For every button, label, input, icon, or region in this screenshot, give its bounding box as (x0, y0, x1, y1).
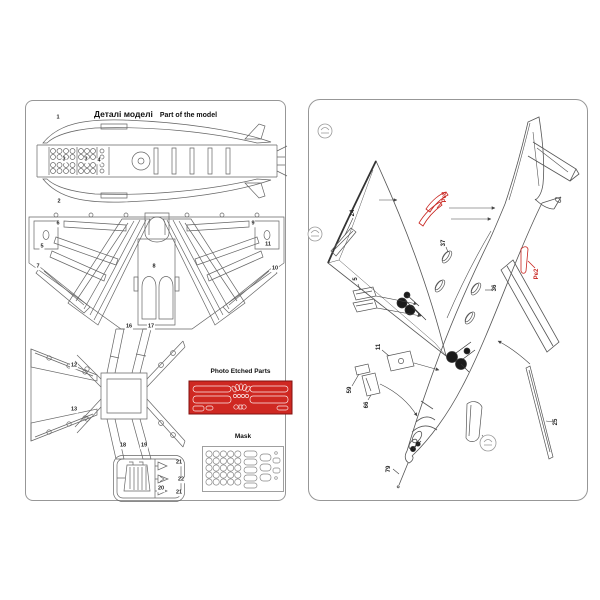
sprue-c-drawing (31, 329, 185, 459)
part-number: 16 (125, 323, 133, 330)
photo-etch-callout: Pe8 (442, 191, 448, 203)
part-number: 22 (177, 476, 185, 483)
photo-etch-red-parts (419, 192, 535, 273)
parts-page (25, 100, 286, 501)
paint-reference-icon (308, 227, 322, 241)
callout-number: 11 (376, 343, 382, 351)
photo-etched-title: Photo Etched Parts (210, 368, 271, 375)
mask-title: Mask (234, 433, 252, 440)
wing-strip-part (331, 228, 356, 256)
part-number: 20 (157, 485, 165, 492)
tailplane (528, 142, 576, 181)
page-title-ukrainian: Деталі моделі (93, 109, 153, 119)
part-number: 1 (56, 114, 60, 121)
starboard-wing (501, 260, 559, 352)
part-number: 2 (57, 198, 61, 205)
part-number: 6 (56, 220, 60, 227)
part-number: 7 (36, 263, 40, 270)
wing-part-upper (43, 120, 271, 143)
port-wing (328, 161, 446, 356)
part-number: 4 (97, 157, 101, 164)
page-title-english: Part of the model (159, 112, 218, 119)
part-number: 18 (119, 442, 127, 449)
sprue-a-drawing (37, 120, 287, 202)
part-number: 3 (62, 156, 66, 163)
callout-number: 37 (441, 239, 447, 247)
part-number: 9 (251, 220, 255, 227)
photo-etch-callout: Pe2 (534, 268, 540, 280)
landing-gear-parts (397, 292, 475, 452)
callout-number: 36 (492, 284, 498, 292)
nose-cone (405, 451, 413, 463)
part-number: 21 (175, 459, 183, 466)
assembly-diagram (309, 100, 589, 502)
callout-number: 25 (553, 418, 559, 426)
sprue-d-drawing (114, 456, 185, 502)
photo-etched-fret (189, 381, 292, 414)
part-number: 12 (70, 362, 78, 369)
shell-part (466, 402, 482, 442)
ladder-strip-part (526, 366, 553, 459)
part-number: 19 (140, 442, 148, 449)
mask-sheet (203, 447, 284, 492)
leader-lines (345, 200, 553, 474)
sprue-b-drawing (29, 213, 284, 329)
small-door-part (355, 364, 370, 375)
pitot-probe (399, 463, 408, 485)
long-door-part (362, 373, 380, 396)
panel-part (387, 351, 414, 371)
callout-number: 59 (347, 386, 353, 394)
callout-number: 79 (386, 465, 392, 473)
part-number: 17 (147, 323, 155, 330)
seat-part (124, 462, 150, 491)
part-number: 8 (152, 263, 156, 270)
aircraft-drawing (328, 117, 579, 488)
mask-circles (206, 451, 241, 485)
tail-fin (505, 117, 544, 204)
wing-part-lower (43, 179, 271, 202)
paint-reference-icon (480, 435, 496, 451)
part-number: 5 (40, 243, 44, 250)
callout-number: 66 (364, 401, 370, 409)
callout-number: 5 (353, 277, 359, 281)
part-number: 11 (265, 241, 271, 248)
part-number: 3 (84, 156, 88, 163)
fuselage-panel-part (138, 239, 175, 325)
part-number: 21 (175, 489, 183, 496)
paint-reference-icon (318, 124, 332, 138)
callout-number: 24 (350, 209, 356, 217)
fuselage-upper-edge (407, 204, 505, 451)
detail-parts (331, 228, 553, 459)
part-number: 13 (70, 406, 78, 413)
gear-door-parts (353, 287, 377, 312)
assembly-page (308, 99, 588, 501)
part-number: 10 (271, 265, 279, 272)
